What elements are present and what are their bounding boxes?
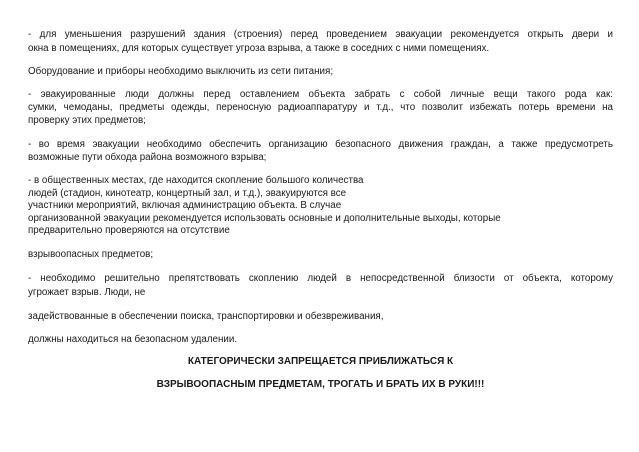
document-page xyxy=(28,0,613,452)
paragraph-4-line-1: - во время эвакуации необходимо обеспечить организацию безопасного движения граждан, а также предусмотреть xyxy=(28,139,613,150)
paragraph-4-line-2: возможные пути обхода района возможного взрыва; xyxy=(28,152,267,163)
paragraph-3-line-1: - эвакуированные люди должны перед оставлением объекта забрать с собой личные вещи такого рода как: xyxy=(28,89,613,100)
paragraph-8-line-1: задействованные в обеспечении поиска, транспортировки и обезвреживания, xyxy=(28,311,384,322)
paragraph-9-line-1: должны находиться на безопасном удалении. xyxy=(28,334,238,345)
paragraph-5-line-4: организованной эвакуации рекомендуется использовать основные и дополнительные выходы, которые xyxy=(28,213,501,224)
paragraph-5-line-2: людей (стадион, кинотеатр, концертный зал, и т.д.), эвакуируются все xyxy=(28,188,347,199)
paragraph-2-line-1: Оборудование и приборы необходимо выключить из сети питания; xyxy=(28,66,334,77)
paragraph-5-line-1: - в общественных местах, где находится скопление большого количества xyxy=(28,175,364,186)
paragraph-3-line-2: сумки, чемоданы, предметы одежды, переносную радиоаппаратуру и т.д., что позволит избежать потерь времени на xyxy=(28,102,613,113)
paragraph-3-line-3: проверку этих предметов; xyxy=(28,115,146,126)
warning-line-1: КАТЕГОРИЧЕСКИ ЗАПРЕЩАЕТСЯ ПРИБЛИЖАТЬСЯ К xyxy=(187,356,454,367)
paragraph-7-line-1: - необходимо решительно препятствовать скоплению людей в непосредственной близости от объекта, которому xyxy=(28,273,613,284)
paragraph-1-line-2: окна в помещениях, для которых существует угроза взрыва, а также в соседних с ними помещениях. xyxy=(28,43,490,54)
paragraph-6-line-1: взрывоопасных предметов; xyxy=(28,249,154,260)
paragraph-1-line-1: - для уменьшения разрушений здания (строения) перед проведением эвакуации рекомендуется открыть двери и xyxy=(28,29,613,40)
warning-line-2: ВЗРЫВООПАСНЫМ ПРЕДМЕТАМ, ТРОГАТЬ И БРАТЬ ИХ В РУКИ!!! xyxy=(156,379,485,390)
paragraph-7-line-2: угрожает взрыв. Люди, не xyxy=(28,287,146,298)
paragraph-5-line-5: предварительно проверяются на отсутствие xyxy=(28,225,230,236)
paragraph-5-line-3: участники мероприятий, включая администрацию объекта. В случае xyxy=(28,200,342,211)
